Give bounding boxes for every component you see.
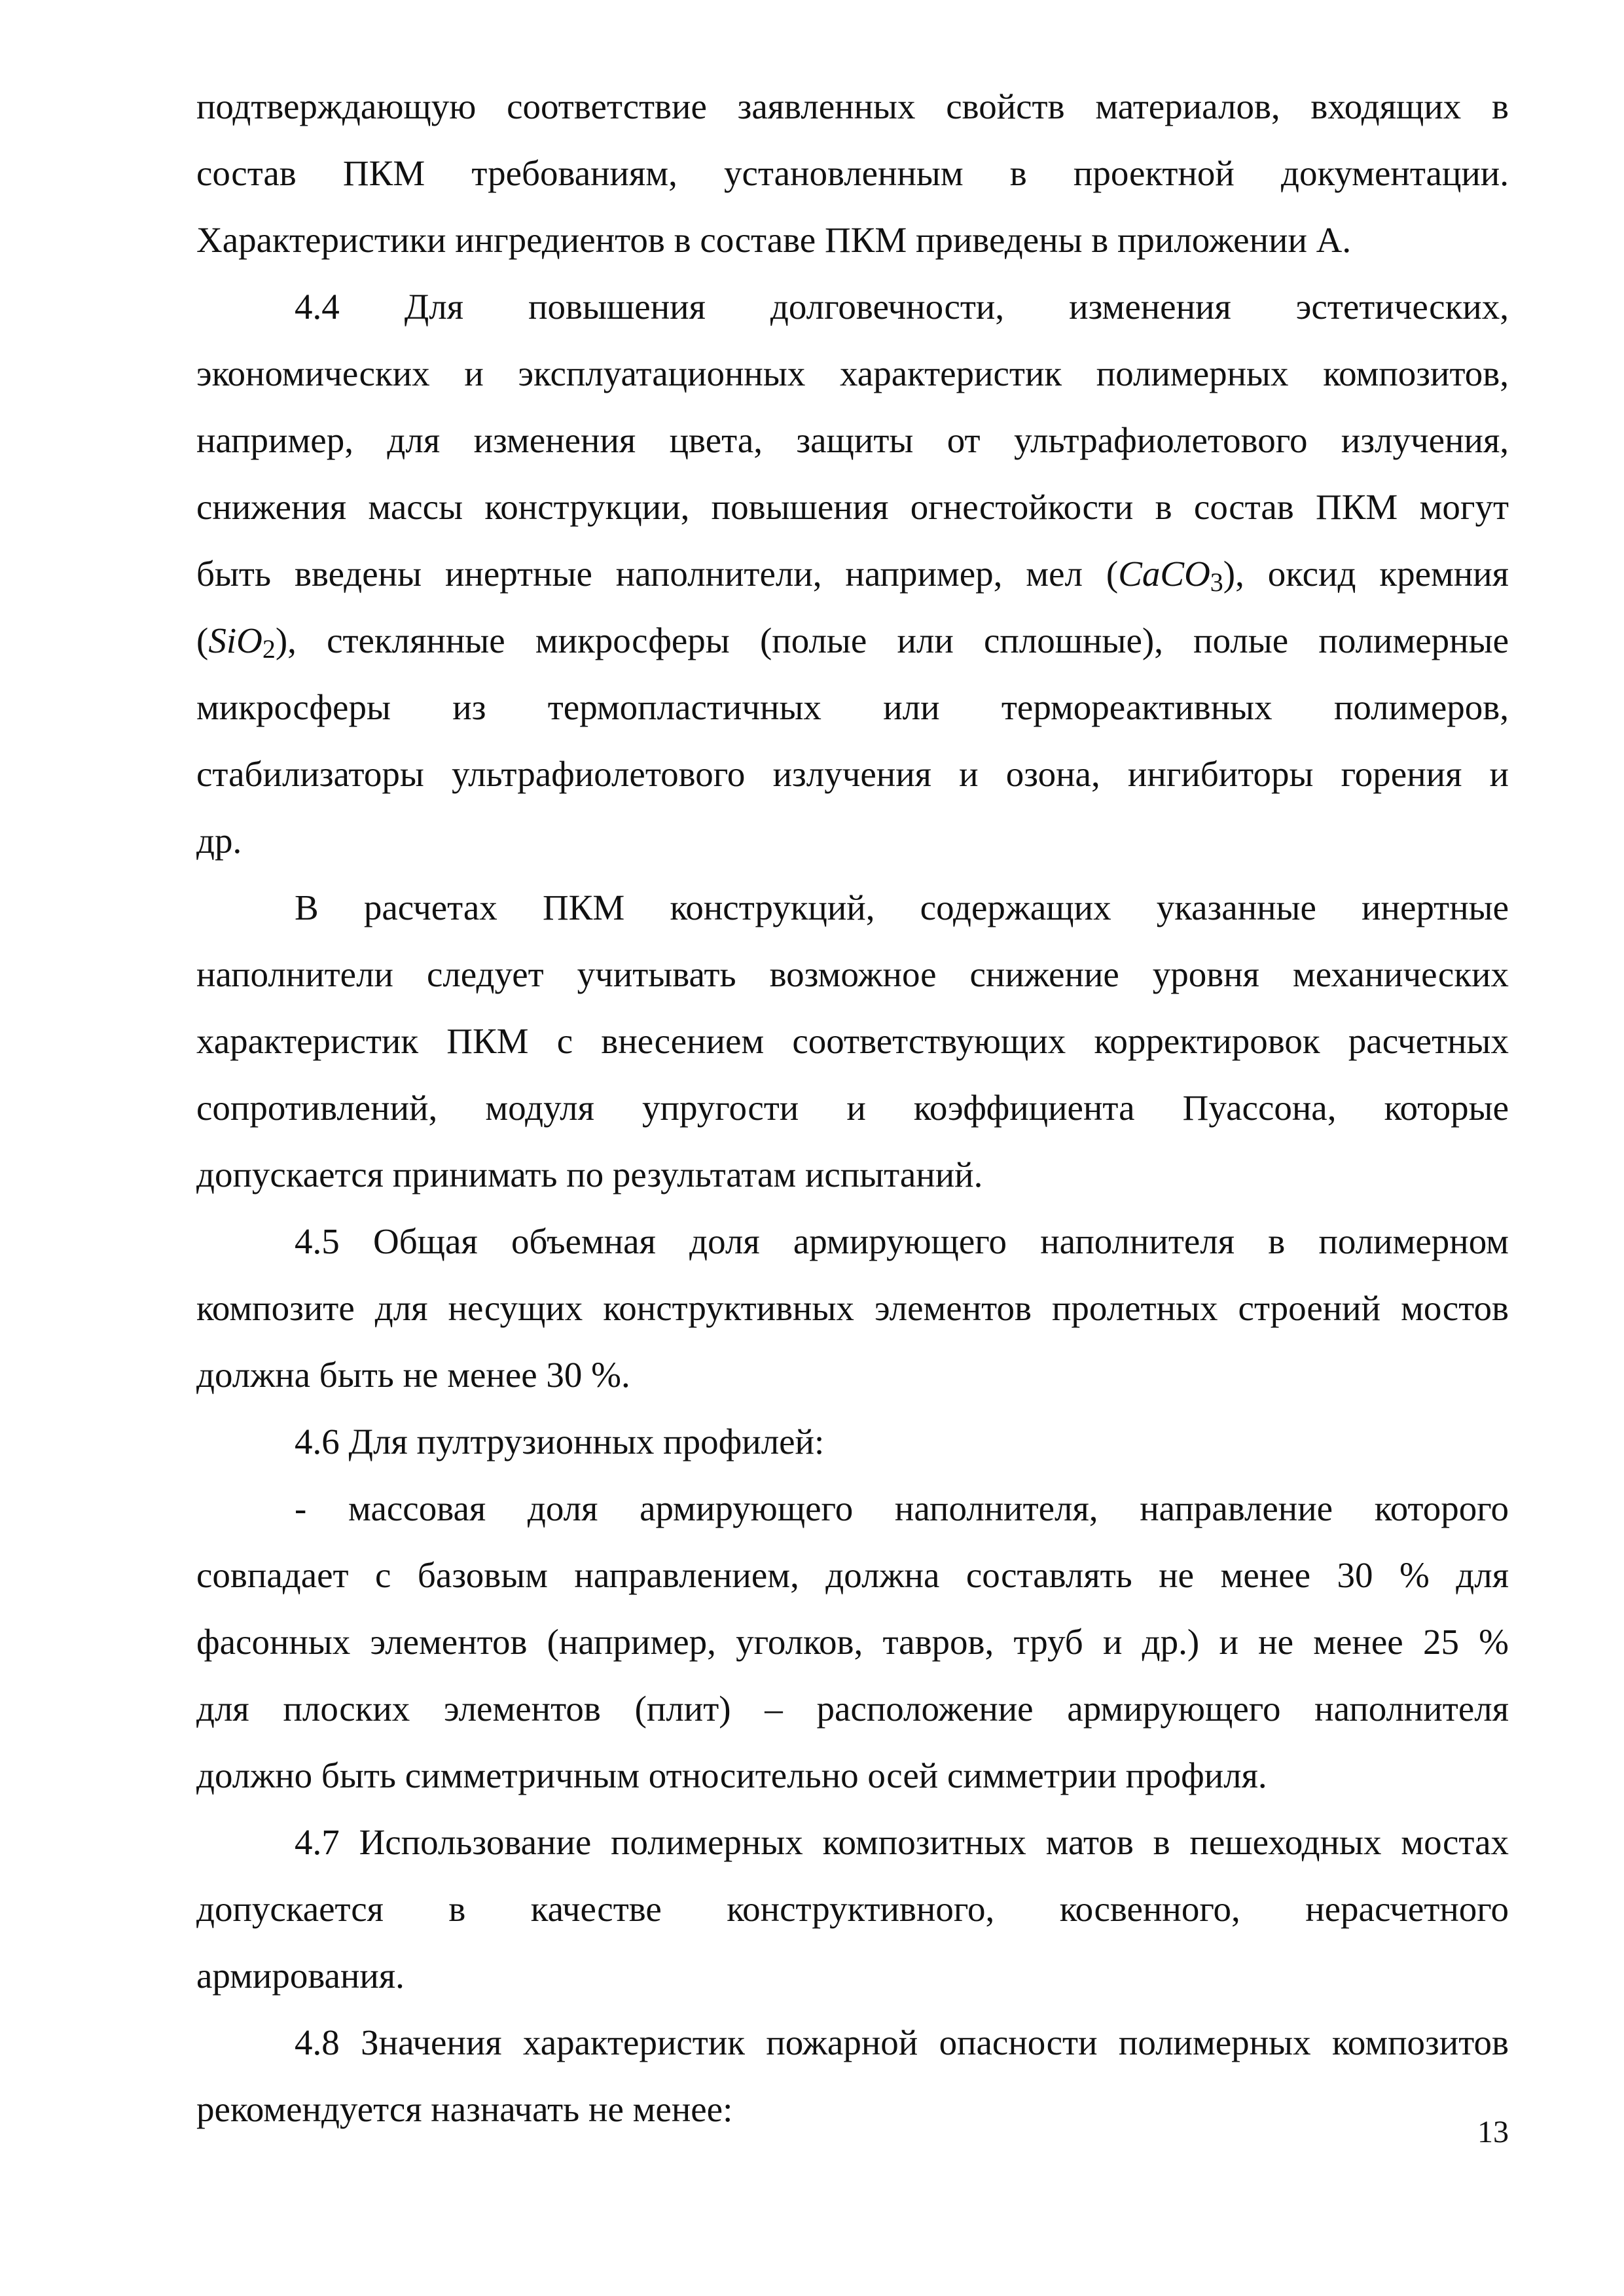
paragraph-calculation-note	[196, 874, 1509, 1208]
paragraph-4-7	[196, 1809, 1509, 2009]
text-line: допускается в качестве конструктивного, косвенного, нерасчетного	[196, 1889, 1509, 1929]
chemical-formula-caco3	[1118, 554, 1223, 597]
page-number: 13	[1477, 2115, 1509, 2149]
text-line: наполнители следует учитывать возможное снижение уровня механических	[196, 954, 1509, 994]
text-line: 4.8 Значения характеристик пожарной опасности полимерных композитов	[295, 2022, 1509, 2062]
text-line: состав ПКМ требованиям, установленным в проектной документации.	[196, 153, 1509, 193]
formula-main: SiO	[208, 620, 262, 660]
text-line: должна быть не менее 30 %.	[196, 1355, 630, 1395]
paragraph-4-6-item	[196, 1475, 1509, 1809]
paragraph-4-6	[196, 1408, 1509, 1475]
text-line: 4.5 Общая объемная доля армирующего наполнителя в полимерном	[295, 1221, 1509, 1261]
text-line-with-formula	[196, 541, 1509, 607]
text-line-with-formula	[196, 607, 1509, 674]
paragraph-4-5	[196, 1208, 1509, 1408]
text-line: композите для несущих конструктивных элементов пролетных строений мостов	[196, 1288, 1509, 1328]
text-line: допускается принимать по результатам испытаний.	[196, 1155, 983, 1194]
paragraph-4-4	[196, 274, 1509, 874]
text-line: совпадает с базовым направлением, должна составлять не менее 30 % для	[196, 1555, 1509, 1595]
formula-subscript: 3	[1210, 567, 1223, 597]
document-body	[196, 73, 1509, 2143]
text-segment: (	[196, 620, 209, 660]
text-line: микросферы из термопластичных или термореактивных полимеров,	[196, 687, 1509, 727]
text-line: экономических и эксплуатационных характеристик полимерных композитов,	[196, 353, 1509, 393]
text-line: снижения массы конструкции, повышения огнестойкости в состав ПКМ могут	[196, 487, 1509, 527]
text-segment: ), стеклянные микросферы (полые или сплошные), полые полимерные	[275, 620, 1509, 660]
text-line: для плоских элементов (плит) – расположение армирующего наполнителя	[196, 1689, 1509, 1729]
text-line: например, для изменения цвета, защиты от ультрафиолетового излучения,	[196, 420, 1509, 460]
paragraph-continuation	[196, 73, 1509, 274]
text-line: стабилизаторы ультрафиолетового излучения и озона, ингибиторы горения и	[196, 754, 1509, 794]
text-line: Характеристики ингредиентов в составе ПКМ приведены в приложении А.	[196, 220, 1352, 260]
text-segment: быть введены инертные наполнители, например, мел (	[196, 554, 1119, 594]
formula-main: CaCO	[1118, 554, 1210, 594]
text-line: рекомендуется назначать не менее:	[196, 2089, 733, 2129]
text-line: фасонных элементов (например, уголков, тавров, труб и др.) и не менее 25 %	[196, 1622, 1509, 1662]
text-line: характеристик ПКМ с внесением соответствующих корректировок расчетных	[196, 1021, 1509, 1061]
text-line: - массовая доля армирующего наполнителя, направление которого	[295, 1488, 1509, 1528]
text-line: сопротивлений, модуля упругости и коэффициента Пуассона, которые	[196, 1088, 1509, 1128]
text-line: 4.7 Использование полимерных композитных матов в пешеходных мостах	[295, 1822, 1509, 1862]
text-line: 4.4 Для повышения долговечности, изменения эстетических,	[295, 287, 1509, 327]
chemical-formula-sio2	[208, 620, 276, 664]
text-line: др.	[196, 821, 242, 861]
text-line: подтверждающую соответствие заявленных свойств материалов, входящих в	[196, 86, 1509, 126]
text-line: 4.6 Для пултрузионных профилей:	[295, 1422, 825, 1462]
paragraph-4-8	[196, 2009, 1509, 2143]
text-line: должно быть симметричным относительно осей симметрии профиля.	[196, 1755, 1267, 1795]
formula-subscript: 2	[262, 634, 276, 664]
text-line: армирования.	[196, 1956, 405, 1996]
text-line: В расчетах ПКМ конструкций, содержащих указанные инертные	[295, 888, 1509, 927]
text-segment: ), оксид кремния	[1223, 554, 1509, 594]
